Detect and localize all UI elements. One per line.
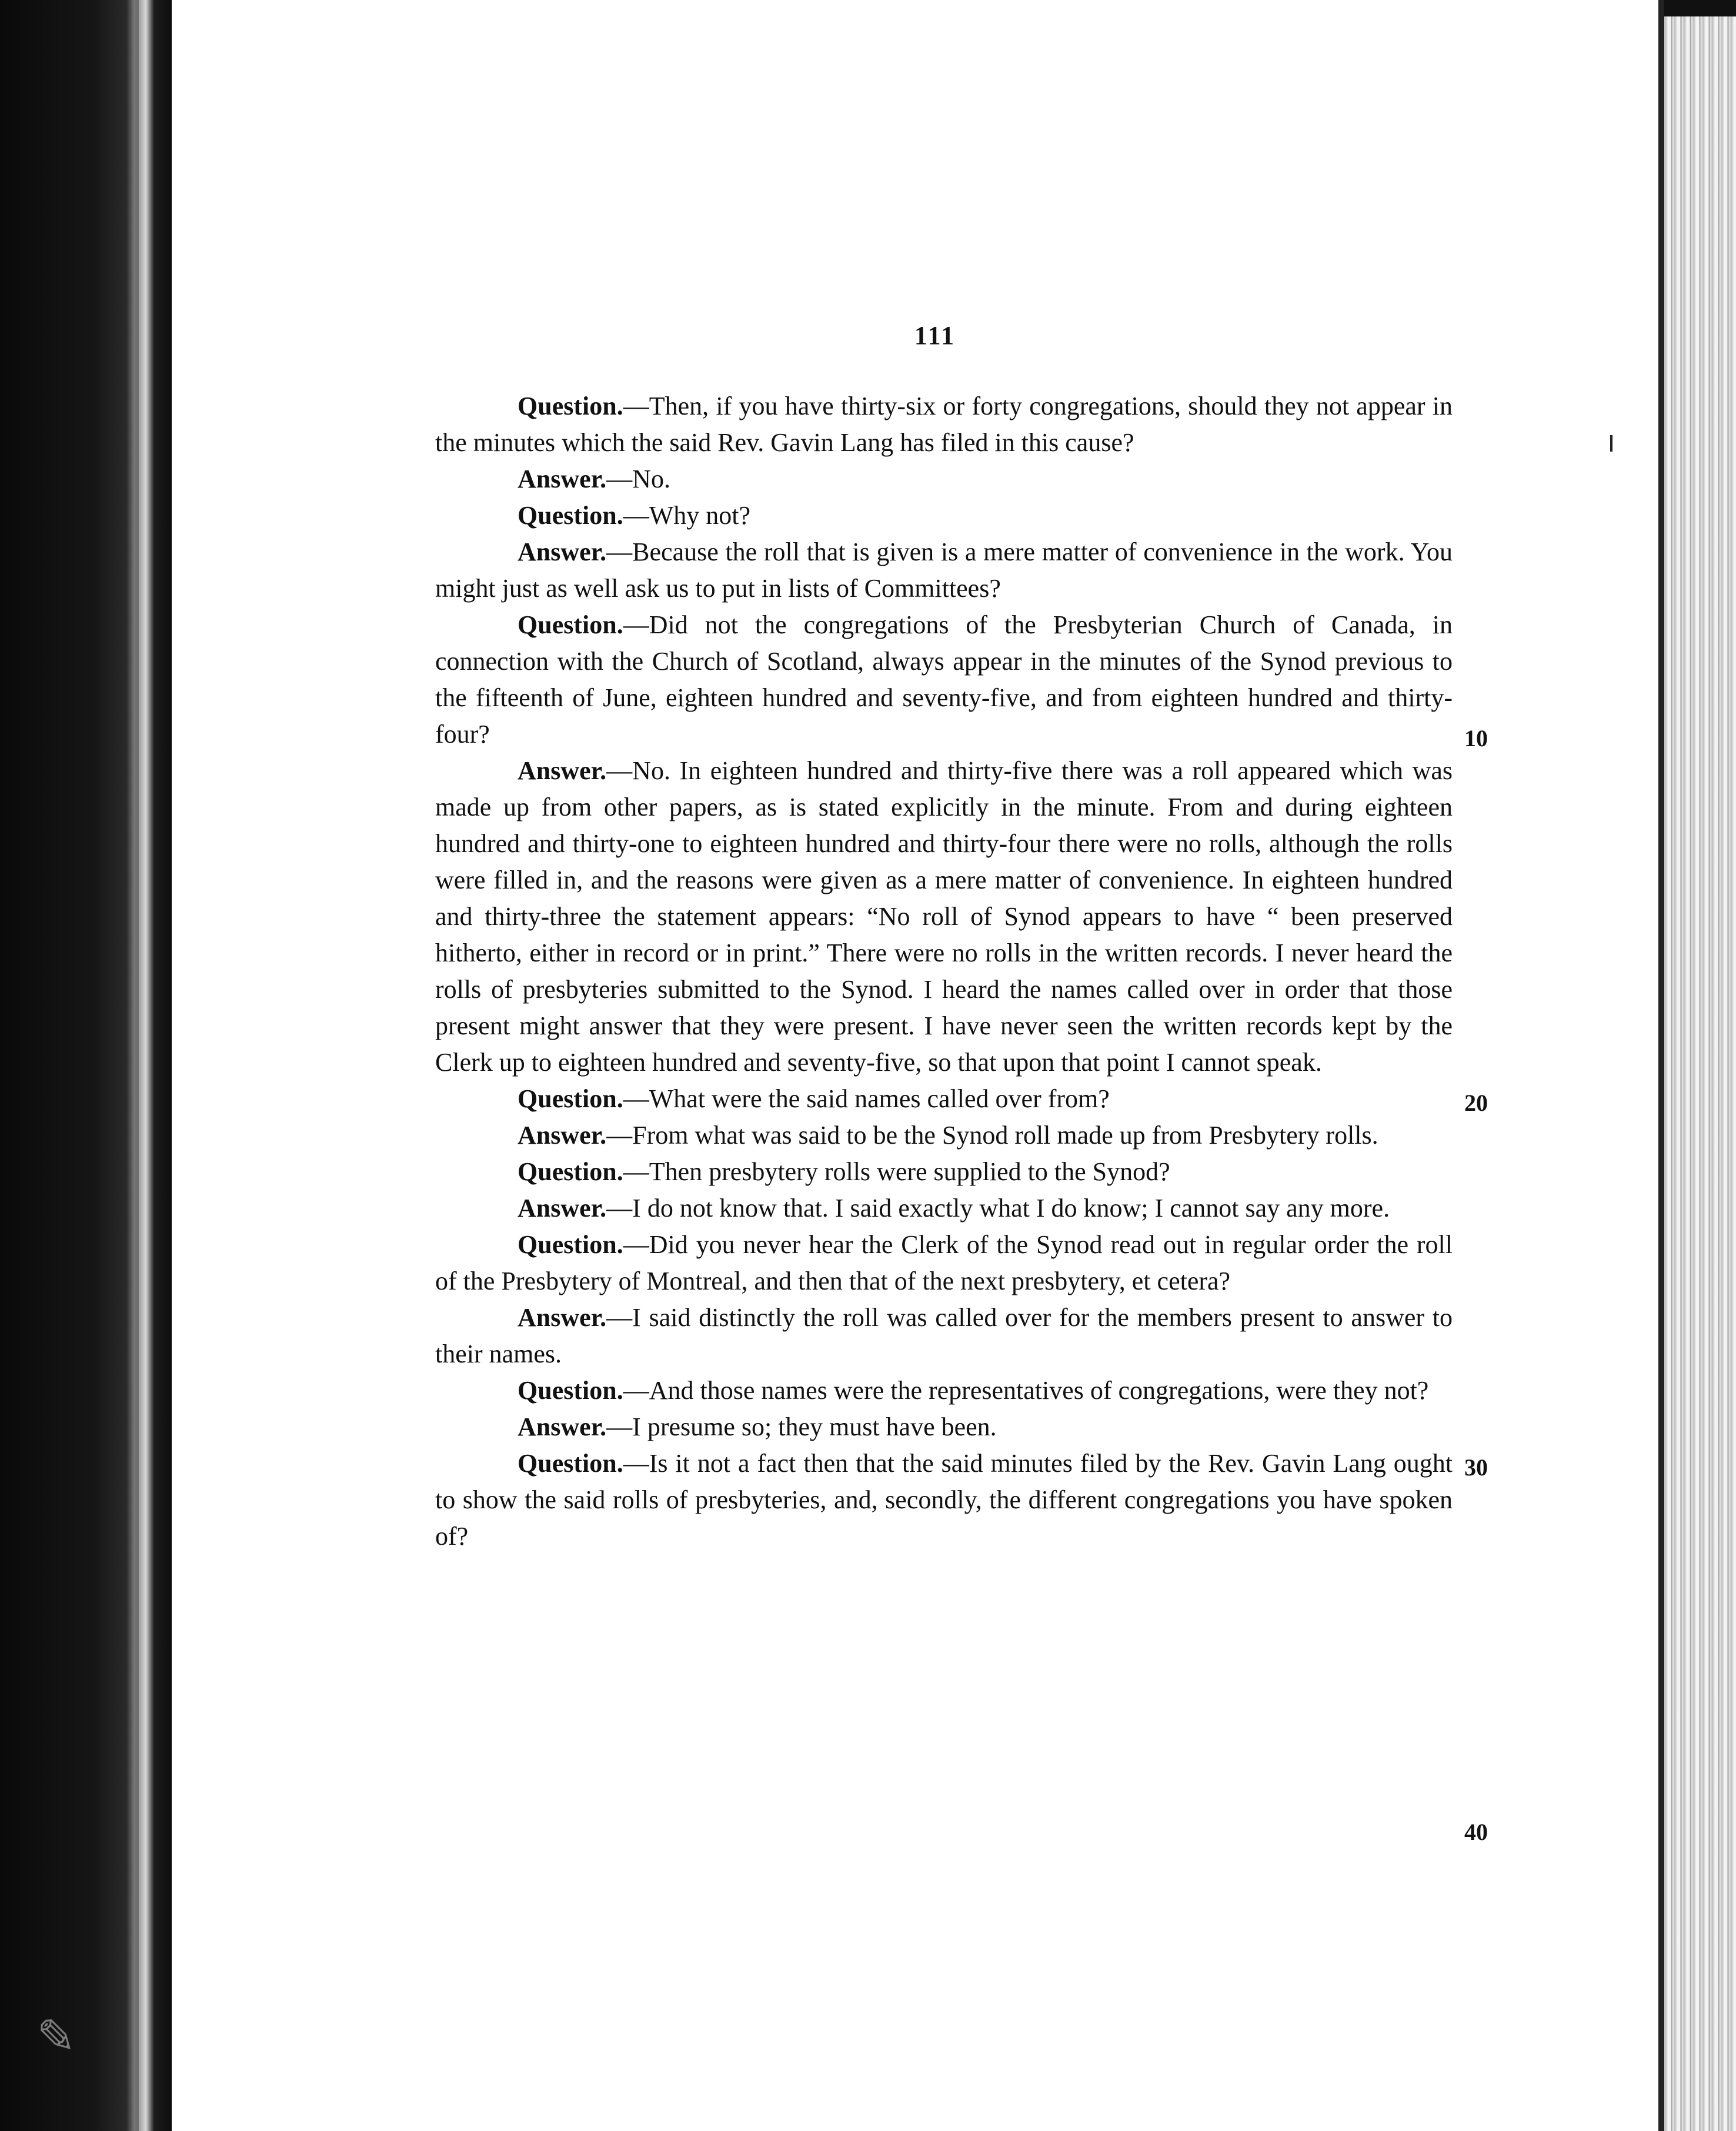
line-number-marker: 10 xyxy=(1464,725,1488,751)
paragraph-text: —Then, if you have thirty-six or forty congregations, should they not appear in the minutes which the said Rev. Gavin Lang has filed in this cause? xyxy=(435,392,1453,457)
page-number: 111 xyxy=(914,321,956,350)
paragraph-text: —What were the said names called over from? xyxy=(623,1084,1110,1113)
speaker-label: Question. xyxy=(518,1230,623,1259)
paragraph-answer xyxy=(435,1190,1453,1227)
speaker-label: Answer. xyxy=(518,1303,607,1332)
paragraph-answer xyxy=(435,1409,1453,1445)
speaker-label: Question. xyxy=(518,501,623,530)
speaker-label: Question. xyxy=(518,392,623,420)
margin-mark xyxy=(1610,435,1613,452)
line-number-marker: 20 xyxy=(1464,1090,1488,1116)
speaker-label: Question. xyxy=(518,1157,623,1186)
paragraph-text: —No. xyxy=(606,465,670,493)
line-number-marker: 40 xyxy=(1464,1819,1488,1845)
paragraph-text: —Then presbytery rolls were supplied to the Synod? xyxy=(623,1157,1170,1186)
corner-stain: ✎ xyxy=(36,2012,76,2063)
paragraph-question xyxy=(435,1154,1453,1190)
speaker-label: Answer. xyxy=(518,1121,607,1150)
paragraph-text: —From what was said to be the Synod roll made up from Presbytery rolls. xyxy=(606,1121,1378,1150)
speaker-label: Answer. xyxy=(518,756,607,785)
paragraph-question xyxy=(435,388,1453,461)
paragraph-question xyxy=(435,1372,1453,1409)
paragraph-question xyxy=(435,497,1453,534)
scan-left-edge xyxy=(0,0,172,2131)
page-body xyxy=(435,388,1453,1555)
scan-edge-stripe xyxy=(135,0,139,2131)
speaker-label: Question. xyxy=(518,610,623,639)
paragraph-answer xyxy=(435,461,1453,497)
paragraph-question xyxy=(435,1081,1453,1117)
line-number-marker: 30 xyxy=(1464,1454,1488,1481)
paragraph-question xyxy=(435,607,1453,753)
scan-right-edge xyxy=(1658,0,1736,2131)
paragraph-text: —Why not? xyxy=(623,501,750,530)
paragraph-text: —Did you never hear the Clerk of the Synod read out in regular order the roll of the Presbytery of Montreal, and then that of the next presbytery, et cetera? xyxy=(435,1230,1453,1295)
paragraph-answer xyxy=(435,1117,1453,1154)
speaker-label: Answer. xyxy=(518,465,607,493)
paragraph-question xyxy=(435,1445,1453,1555)
paragraph-text: —Did not the congregations of the Presbyterian Church of Canada, in connection with the Church of Scotland, always appear in the minutes of the Synod previous to the fifteenth of June, eighteen hundred and seventy-five, and from eighteen hundred and thirty-four? xyxy=(435,610,1453,749)
paragraph-text: —I presume so; they must have been. xyxy=(606,1412,997,1441)
paragraph-answer xyxy=(435,1300,1453,1372)
speaker-label: Answer. xyxy=(518,1412,607,1441)
scan-edge-shadow xyxy=(1658,0,1664,2131)
paragraph-text: —I said distinctly the roll was called over for the members present to answer to their names. xyxy=(435,1303,1453,1368)
speaker-label: Answer. xyxy=(518,1194,607,1223)
speaker-label: Answer. xyxy=(518,537,607,566)
paragraph-answer xyxy=(435,534,1453,607)
paragraph-text: —No. In eighteen hundred and thirty-five there was a roll appeared which was made up from other papers, as is stated explicitly in the minute. From and during eighteen hundred and thirty-one to eighteen hundred and thirty-four there were no rolls, although the rolls were filled in, and the reasons were given as a mere matter of convenience. In eighteen hundred and thirty-three the statement appears: “No roll of Synod appears to have “ been preserved hitherto, either in record or in print.” There were no rolls in the written records. I never heard the rolls of presbyteries submitted to the Synod. I heard the names called over in order that those present might answer that they were present. I have never seen the written records kept by the Clerk up to eighteen hundred and seventy-five, so that upon that point I cannot speak. xyxy=(435,756,1453,1077)
paragraph-question xyxy=(435,1227,1453,1300)
paragraph-text: —Because the roll that is given is a mere matter of convenience in the work. You might just as well ask us to put in lists of Committees? xyxy=(435,537,1453,603)
paragraph-text: —And those names were the representatives of congregations, were they not? xyxy=(623,1376,1429,1405)
paragraph-text: —I do not know that. I said exactly what I do know; I cannot say any more. xyxy=(606,1194,1390,1223)
scan-edge-topband xyxy=(1658,0,1736,16)
speaker-label: Question. xyxy=(518,1449,623,1478)
speaker-label: Question. xyxy=(518,1376,623,1405)
speaker-label: Question. xyxy=(518,1084,623,1113)
paragraph-answer xyxy=(435,753,1453,1081)
paragraph-text: —Is it not a fact then that the said minutes filed by the Rev. Gavin Lang ought to show the said rolls of presbyteries, and, secondly, the different congregations you have spoken of? xyxy=(435,1449,1453,1551)
